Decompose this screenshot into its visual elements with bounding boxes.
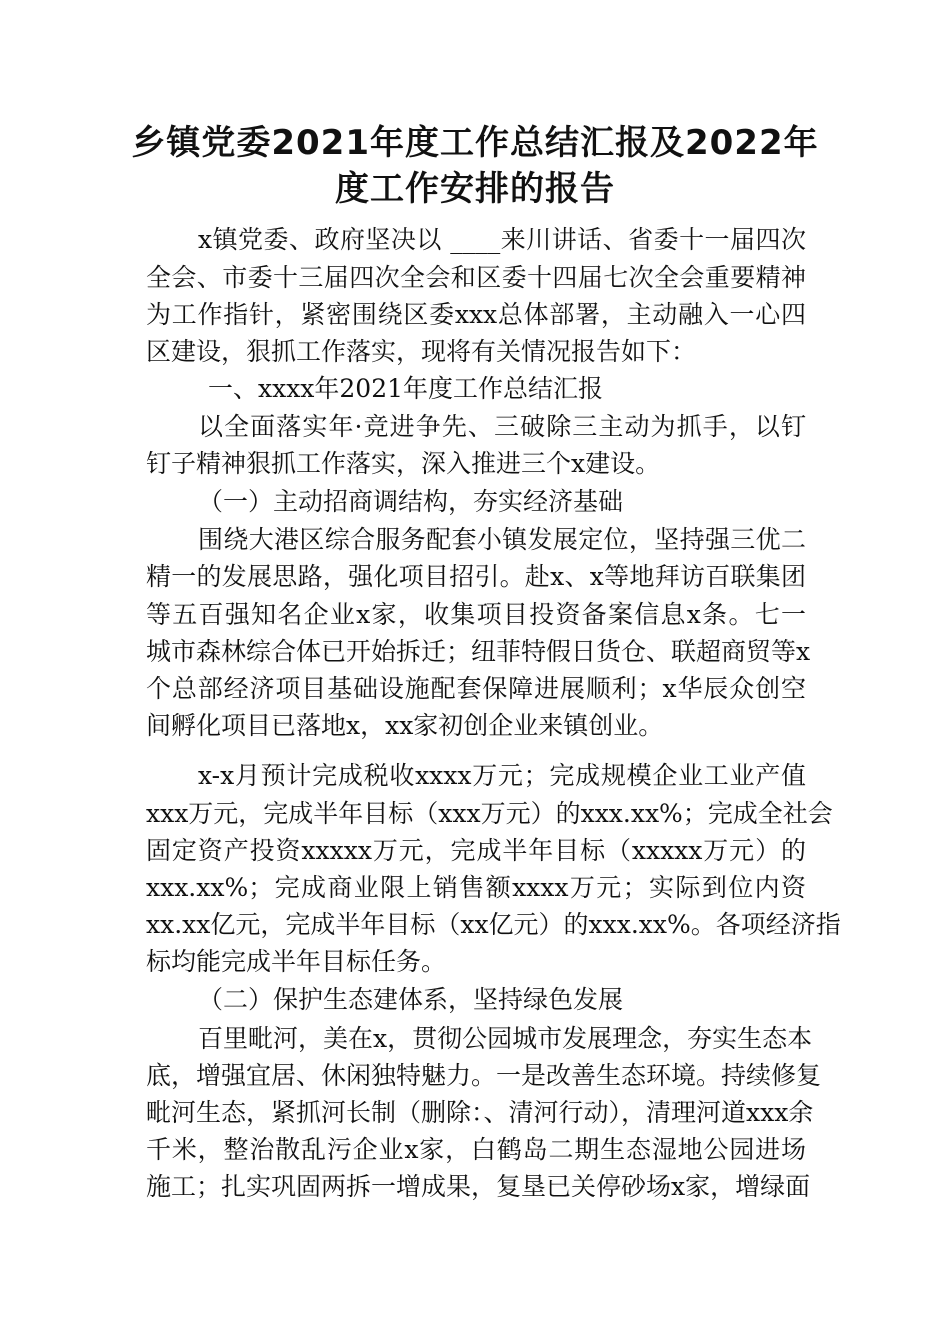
document-title-line-2: 度工作安排的报告 <box>335 169 615 209</box>
subsection-2-paragraph-1-line: 百里毗河，美在x，贯彻公园城市发展理念，夯实生态本 <box>198 1024 813 1053</box>
subsection-1-paragraph-1-line: 城市森林综合体已开始拆迁；纽菲特假日货仓、联超商贸等x <box>146 637 811 666</box>
subsection-1-paragraph-2-line: 标均能完成半年目标任务。 <box>146 947 447 976</box>
section-1-intro-line: 以全面落实年·竞进争先、三破除三主动为抓手，以钉 <box>198 412 806 441</box>
subsection-1-paragraph-2-line: xx.xx亿元，完成半年目标（xx亿元）的xxx.xx%。各项经济指 <box>146 910 841 939</box>
subsection-1-paragraph-1-line: 等五百强知名企业x家，收集项目投资备案信息x条。七一 <box>146 600 806 629</box>
intro-line: 全会、市委十三届四次全会和区委十四届七次全会重要精神 <box>146 263 806 292</box>
subsection-2-paragraph-1-line: 施工；扎实巩固两拆一增成果，复垦已关停砂场x家，增绿面 <box>146 1172 811 1201</box>
subsection-2-paragraph-1-line: 毗河生态，紧抓河长制（删除：、清河行动），清理河道xxx余 <box>146 1098 814 1127</box>
document-title-line-1: 乡镇党委2021年度工作总结汇报及2022年 <box>131 123 819 163</box>
intro-line: x镇党委、政府坚决以 ____来川讲话、省委十一届四次 <box>198 225 806 254</box>
section-1-heading: 一、xxxx年2021年度工作总结汇报 <box>208 374 604 403</box>
subsection-1-paragraph-1-line: 个总部经济项目基础设施配套保障进展顺利；x华辰众创空 <box>146 674 806 703</box>
subsection-1-paragraph-1-line: 围绕大港区综合服务配套小镇发展定位，坚持强三优二 <box>198 525 806 554</box>
intro-line: 为工作指针，紧密围绕区委xxx总体部署，主动融入一心四 <box>146 300 806 329</box>
section-1-intro-line: 钉子精神狠抓工作落实，深入推进三个x建设。 <box>146 449 661 478</box>
subsection-1-heading: （一）主动招商调结构，夯实经济基础 <box>198 487 624 516</box>
subsection-1-paragraph-2-line: 固定资产投资xxxxx万元，完成半年目标（xxxxx万元）的 <box>146 836 806 865</box>
subsection-1-paragraph-1-line: 间孵化项目已落地x，xx家初创企业来镇创业。 <box>146 711 664 740</box>
intro-line: 区建设，狠抓工作落实，现将有关情况报告如下： <box>146 337 697 366</box>
subsection-2-paragraph-1-line: 千米，整治散乱污企业x家，白鹤岛二期生态湿地公园进场 <box>146 1135 806 1164</box>
subsection-2-paragraph-1-line: 底，增强宜居、休闲独特魅力。一是改善生态环境。持续修复 <box>146 1061 822 1090</box>
subsection-1-paragraph-1-line: 精一的发展思路，强化项目招引。赴x、x等地拜访百联集团 <box>146 562 806 591</box>
subsection-1-paragraph-2-line: xxx.xx%；完成商业限上销售额xxxx万元；实际到位内资 <box>146 873 806 902</box>
subsection-1-paragraph-2-line: x-x月预计完成税收xxxx万元；完成规模企业工业产值 <box>198 761 806 790</box>
subsection-1-paragraph-2-line: xxx万元，完成半年目标（xxx万元）的xxx.xx%；完成全社会 <box>146 799 833 828</box>
subsection-2-heading: （二）保护生态建体系，坚持绿色发展 <box>198 985 624 1014</box>
